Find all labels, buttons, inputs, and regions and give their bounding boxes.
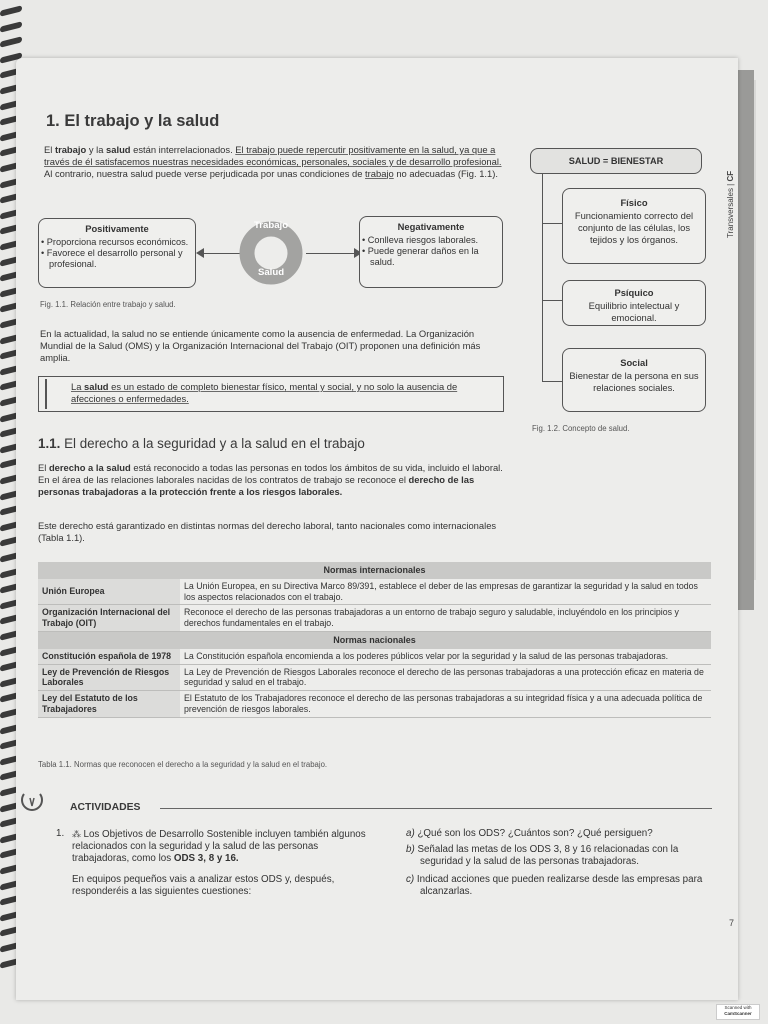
norms-table: [38, 562, 711, 718]
connector-psychic: [542, 300, 562, 301]
subsection-title: 1.1. El derecho a la seguridad y a la salud en el trabajo: [38, 436, 365, 451]
ring-label-work: Trabajo: [253, 220, 289, 231]
group-icon: ⁂: [72, 829, 84, 839]
question-a: a) ¿Qué son los ODS? ¿Cuántos son? ¿Qué persiguen?: [406, 828, 653, 839]
guarantee-paragraph: Este derecho está garantizado en distintas normas del derecho laboral, tanto nacionales como internacionales (Tabla 1.1).: [38, 520, 497, 543]
scanner-badge: Scanned with CamScanner: [716, 1004, 760, 1020]
page-number: 7: [729, 918, 735, 928]
side-tab: [738, 70, 754, 610]
question-b: b) Señalad las metas de los ODS 3, 8 y 16 relacionadas con la seguridad y la salud de las personas trabajadoras.: [406, 844, 679, 867]
activities-rule: [160, 808, 712, 809]
activity-instructions: En equipos pequeños vais a analizar estos ODS y, después, responderéis a las siguientes cuestiones:: [72, 874, 335, 897]
national-header: Normas nacionales: [38, 631, 711, 648]
international-header: Normas internacionales: [38, 562, 711, 579]
table-row: Organización Internacional del Trabajo (OIT) Reconoce el derecho de las personas trabajadoras a un entorno de trabajo seguro y saludable, incluyéndolo en los principios y derechos fundamentales en el trabajo.: [38, 605, 711, 632]
fig11-caption: Fig. 1.1. Relación entre trabajo y salud.: [40, 300, 176, 309]
section-title: 1. El trabajo y la salud: [46, 112, 220, 130]
connector-physical: [542, 223, 562, 224]
arrow-left-head: [196, 248, 204, 258]
physical-box: Físico Funcionamiento correcto del conjunto de las células, los tejidos y los órganos.: [562, 188, 706, 264]
positive-box: Positivamente • Proporciona recursos económicos. • Favorece el desarrollo personal y profesional.: [38, 218, 196, 288]
lightbulb-icon: [20, 790, 44, 820]
question-c: c) Indicad acciones que pueden realizarse desde las empresas para alcanzarlas.: [406, 874, 703, 897]
activity-number: 1.: [56, 828, 65, 839]
spiral-ring: [0, 36, 22, 47]
connector-social: [542, 381, 562, 382]
definition-bar: [45, 379, 47, 409]
ring-label-health: Salud: [257, 267, 285, 278]
negative-box: Negativamente • Conlleva riesgos laborales. • Puede generar daños en la salud.: [359, 216, 503, 288]
right-to-health-paragraph: El derecho a la salud está reconocido a todas las personas en todos los ámbitos de su vida, incluido el laboral. En el área de las relaciones laborales nacidas de los contratos de trabajo se reconoce el derecho de las personas trabajadoras a la protección frente a los riesgos laborales.: [38, 462, 503, 497]
table-row: Ley de Prevención de Riesgos Laborales La Ley de Prevención de Riesgos Laborales reconoce el derecho de las personas trabajadoras a una protección eficaz en materia de seguridad y salud en el trabajo.: [38, 664, 711, 691]
table-row: Ley del Estatuto de los Trabajadores El Estatuto de los Trabajadores reconoce el derecho de las personas trabajadoras a su integridad física y a una adecuada política de prevención de riesgos laborales.: [38, 691, 711, 718]
table-row: Unión Europea La Unión Europea, en su Directiva Marco 89/391, establece el deber de las empresas de garantizar la seguridad y la salud en todos los aspectos relacionados con el trabajo.: [38, 579, 711, 605]
table-caption: Tabla 1.1. Normas que reconocen el derecho a la seguridad y la salud en el trabajo.: [38, 760, 328, 769]
table-row: Constitución española de 1978 La Constitución española encomienda a los poderes públicos velar por la seguridad y la salud de las personas trabajadoras.: [38, 649, 711, 664]
side-label: Transversales | CF: [726, 170, 735, 238]
spiral-ring: [0, 5, 22, 16]
activity-text: ⁂ Los Objetivos de Desarrollo Sostenible incluyen también algunos relacionados con la seguridad y la salud de las personas trabajadoras, como los ODS 3, 8 y 16.: [72, 829, 366, 864]
health-definition-paragraph: En la actualidad, la salud no se entiende únicamente como la ausencia de enfermedad. La Organización Mundial de la Salud (OMS) y la Organización Internacional del Trabajo (OIT) proponen una definición más amplia.: [40, 328, 481, 363]
definition-box: La salud es un estado de completo bienestar físico, mental y social, y no solo la ausencia de afecciones o enfermedades.: [38, 376, 504, 412]
social-box: Social Bienestar de la persona en sus relaciones sociales.: [562, 348, 706, 412]
health-wellbeing-header: SALUD = BIENESTAR: [530, 148, 702, 174]
activities-title: ACTIVIDADES: [70, 802, 141, 813]
intro-paragraph: El trabajo y la salud están interrelacionados. El trabajo puede repercutir positivamente en la salud, ya que a través de él satisfacemos nuestras necesidades económicas, personales, sociales y de desarrollo profesional. Al contrario, nuestra salud puede verse perjudicada por unas condiciones de trabajo no adecuadas (Fig. 1.1).: [44, 144, 502, 179]
fig12-caption: Fig. 1.2. Concepto de salud.: [532, 424, 630, 433]
psychic-box: Psíquico Equilibrio intelectual y emocional.: [562, 280, 706, 326]
arrow-right: [306, 253, 356, 254]
spiral-ring: [0, 21, 22, 32]
fig12-connector: [542, 174, 543, 382]
